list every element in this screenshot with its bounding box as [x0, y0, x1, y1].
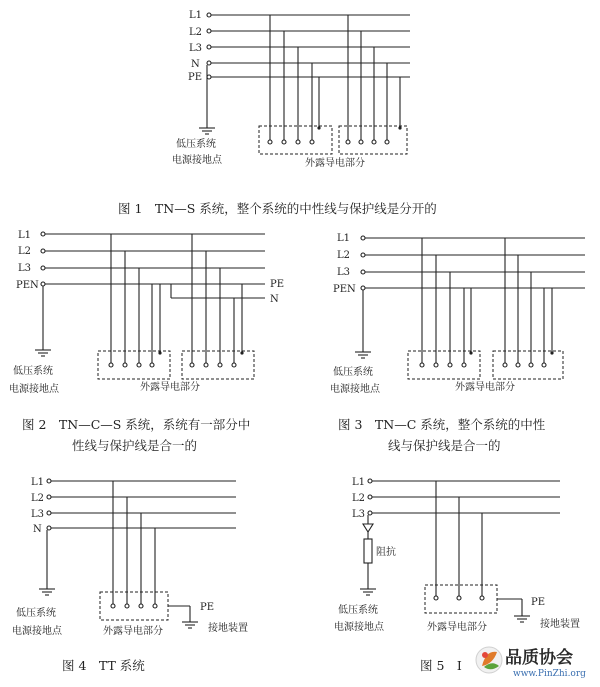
fig1-label-l2: L2 — [189, 27, 203, 38]
fig3-source-label-1: 低压系统 — [333, 367, 373, 378]
fig2-source-label-2: 电源接地点 — [9, 384, 59, 395]
fig5-ground-label: 接地装置 — [540, 619, 580, 630]
fig1-label-l1: L1 — [189, 10, 203, 21]
fig1-equipment-label: 外露导电部分 — [305, 158, 365, 169]
fig1-caption: 图 1 TN—S 系统，整个系统的中性线与保护线是分开的 — [118, 201, 437, 216]
fig3-caption-line-2: 线与保护线是合一的 — [388, 438, 501, 453]
fig3-label-l2: L2 — [337, 250, 351, 261]
fig5-pe-label: PE — [531, 597, 546, 608]
fig3-label-pen: PEN — [333, 284, 356, 295]
fig4-source-label-1: 低压系统 — [16, 608, 56, 619]
fig4-pe-label: PE — [200, 602, 215, 613]
fig1-equipment-drops — [259, 15, 407, 154]
fig1-label-pe: PE — [188, 72, 203, 83]
fig2-equipment-label: 外露导电部分 — [140, 382, 200, 393]
fig3-equipment-drops — [408, 238, 563, 379]
fig2-caption-line-1: 图 2 TN—C—S 系统，系统有一部分中 — [22, 417, 251, 432]
fig4-label-l2: L2 — [31, 493, 45, 504]
fig4-caption: 图 4 TT 系统 — [62, 658, 145, 673]
fig3-equipment-label: 外露导电部分 — [455, 382, 515, 393]
fig5-impedance-label: 阻抗 — [376, 547, 396, 558]
fig1-bus-lines — [207, 13, 410, 79]
fig2-caption-line-2: 性线与保护线是合一的 — [72, 438, 198, 453]
fig1-label-n: N — [191, 59, 200, 70]
figure-2-tn-c-s — [9, 230, 284, 453]
fig5-equipment-label: 外露导电部分 — [427, 622, 487, 633]
fig5-source-label-2: 电源接地点 — [334, 622, 384, 633]
fig2-label-l1: L1 — [18, 230, 32, 241]
watermark-logo-icon — [476, 647, 502, 673]
fig2-bus-lines — [41, 232, 265, 298]
fig4-label-l1: L1 — [31, 477, 45, 488]
fig4-source-ground — [39, 530, 55, 595]
fig5-label-l2: L2 — [352, 493, 366, 504]
fig4-equipment-drops — [100, 481, 198, 628]
fig4-label-n: N — [33, 524, 42, 535]
fig2-label-split-n: N — [270, 294, 279, 305]
watermark-url: www.PinZhi.org — [513, 669, 586, 679]
fig5-source-label-1: 低压系统 — [338, 605, 378, 616]
fig5-bus-lines — [368, 479, 560, 515]
fig2-label-l2: L2 — [18, 246, 32, 257]
watermark — [476, 647, 586, 679]
fig2-source-label-1: 低压系统 — [13, 366, 53, 377]
fig4-source-label-2: 电源接地点 — [12, 626, 62, 637]
fig1-source-label-2: 电源接地点 — [172, 155, 222, 166]
fig4-ground-label: 接地装置 — [208, 623, 248, 634]
fig3-caption-line-1: 图 3 TN—C 系统，整个系统的中性 — [338, 417, 546, 432]
fig5-caption: 图 5 I — [420, 658, 462, 673]
fig2-label-l3: L3 — [18, 263, 32, 274]
fig1-source-label-1: 低压系统 — [176, 139, 216, 150]
fig1-label-l3: L3 — [189, 43, 203, 54]
fig3-source-label-2: 电源接地点 — [330, 384, 380, 395]
watermark-title: 品质协会 — [505, 648, 573, 668]
fig2-label-split-pe: PE — [270, 279, 285, 290]
fig2-source-ground — [35, 286, 51, 356]
fig4-label-l3: L3 — [31, 509, 45, 520]
fig2-equipment-drops — [98, 234, 254, 379]
fig2-label-pen: PEN — [16, 280, 39, 291]
fig3-bus-lines — [361, 236, 585, 290]
fig5-label-l1: L1 — [352, 477, 366, 488]
figure-3-tn-c — [330, 233, 585, 453]
fig5-label-l3: L3 — [352, 509, 366, 520]
fig3-source-ground — [355, 290, 371, 358]
figure-4-tt — [12, 477, 248, 673]
fig5-equipment-drops — [425, 481, 530, 622]
fig5-impedance-ground — [360, 515, 376, 595]
fig3-label-l1: L1 — [337, 233, 351, 244]
fig4-equipment-label: 外露导电部分 — [103, 626, 163, 637]
fig3-label-l3: L3 — [337, 267, 351, 278]
figure-5-it — [334, 477, 580, 673]
figure-1-tn-s — [118, 10, 437, 216]
